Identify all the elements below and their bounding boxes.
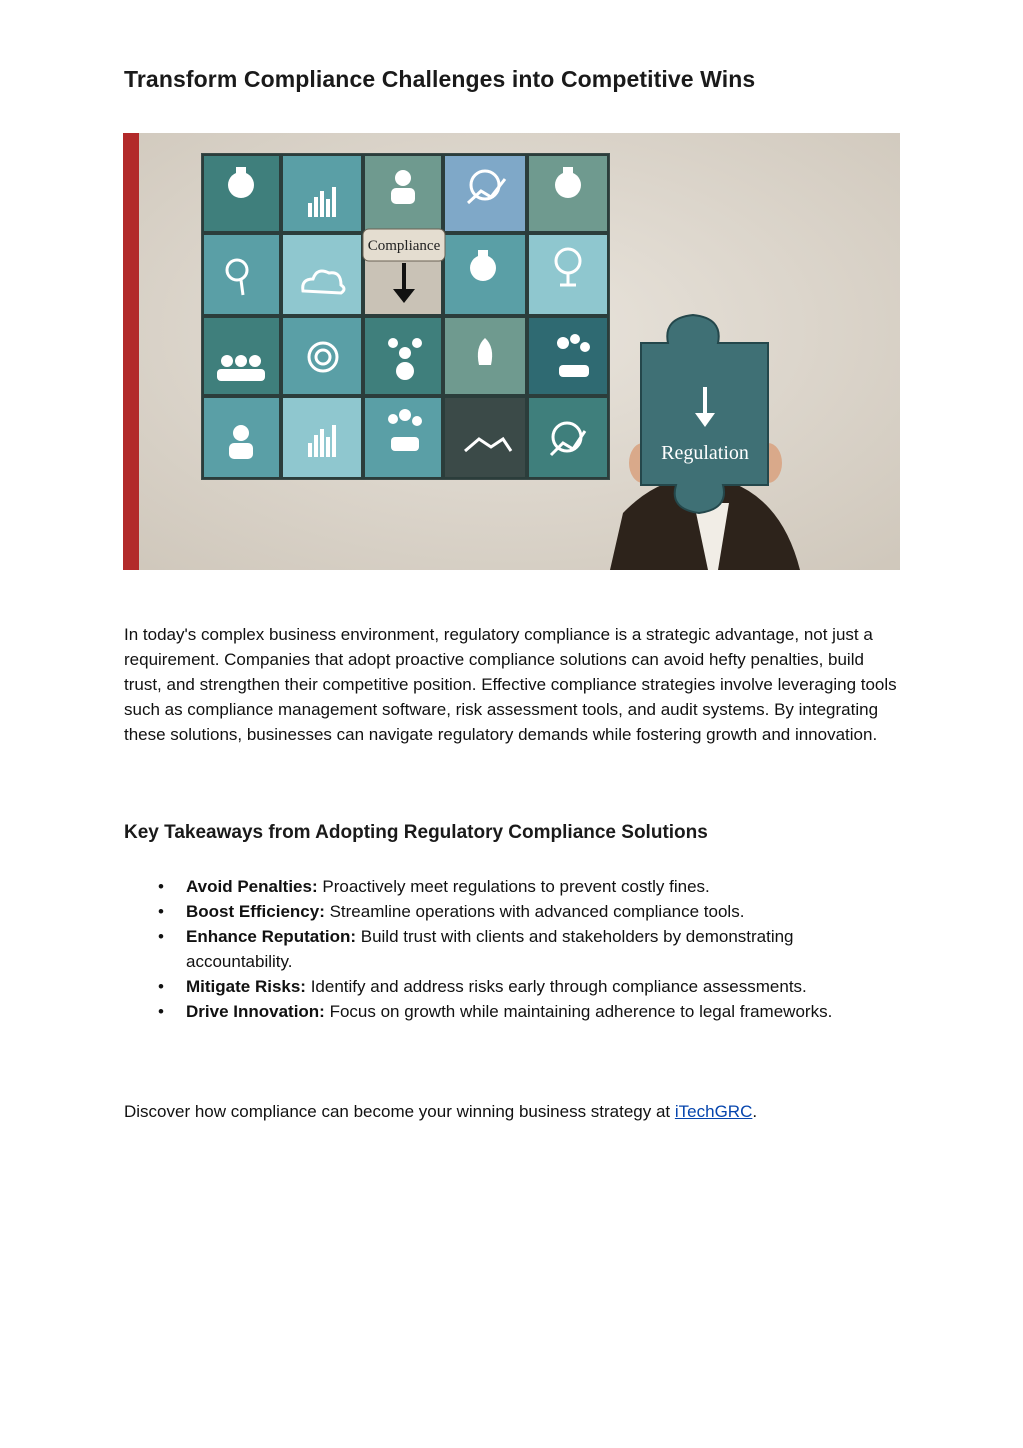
puzzle-piece xyxy=(444,397,526,478)
item-label: Drive Innovation: xyxy=(186,1002,325,1021)
intro-paragraph: In today's complex business environment, regulatory compliance is a strategic advantage, not just a requirement. Companies that adopt proactive compliance solutions can avoid hefty penalties, build trust, and strengthen their competitive position. Effective compliance strategies involve leveraging tools such as compliance management software, risk assessment tools, and audit systems. By integrating these solutions, businesses can navigate regulatory demands while fostering growth and innovation. xyxy=(124,625,897,744)
list-item xyxy=(124,899,884,924)
puzzle-piece xyxy=(282,234,362,315)
hero-image xyxy=(123,133,900,570)
takeaways-list xyxy=(124,874,884,1024)
bullet-icon: • xyxy=(158,902,164,921)
item-text: Build trust with clients and stakeholders by demonstrating accountability. xyxy=(186,927,794,971)
item-text: Focus on growth while maintaining adherence to legal frameworks. xyxy=(324,1002,833,1021)
regulation-label: Regulation xyxy=(661,442,749,464)
closing-text: Discover how compliance can become your winning business strategy at xyxy=(124,1102,675,1121)
list-item xyxy=(124,924,884,974)
itechgrc-link[interactable]: iTechGRC xyxy=(674,1102,753,1121)
puzzle-piece xyxy=(282,317,362,395)
regulation-sign xyxy=(641,315,768,513)
bullet-icon: • xyxy=(158,927,164,946)
bullet-icon: • xyxy=(158,877,164,896)
item-text: Streamline operations with advanced compliance tools. xyxy=(324,902,745,921)
list-item xyxy=(124,999,884,1024)
red-accent-bar xyxy=(123,133,139,570)
page-title: Transform Compliance Challenges into Competitive Wins xyxy=(124,66,756,92)
item-text: Identify and address risks early through compliance assessments. xyxy=(305,977,807,996)
item-label: Boost Efficiency: xyxy=(186,902,325,921)
bullet-icon: • xyxy=(158,1002,164,1021)
closing-paragraph xyxy=(124,1099,757,1124)
puzzle-piece xyxy=(528,397,608,478)
item-label: Avoid Penalties: xyxy=(186,877,318,896)
list-item xyxy=(124,974,884,999)
list-item xyxy=(124,874,884,899)
item-label: Mitigate Risks: xyxy=(186,977,306,996)
bullet-icon: • xyxy=(158,977,164,996)
section-heading: Key Takeaways from Adopting Regulatory Compliance Solutions xyxy=(124,822,708,843)
closing-period: . xyxy=(752,1102,758,1121)
puzzle-piece xyxy=(528,317,608,395)
compliance-label: Compliance xyxy=(367,238,441,254)
item-text: Proactively meet regulations to prevent costly fines. xyxy=(317,877,710,896)
item-label: Enhance Reputation: xyxy=(186,927,357,946)
puzzle-piece xyxy=(203,234,280,315)
